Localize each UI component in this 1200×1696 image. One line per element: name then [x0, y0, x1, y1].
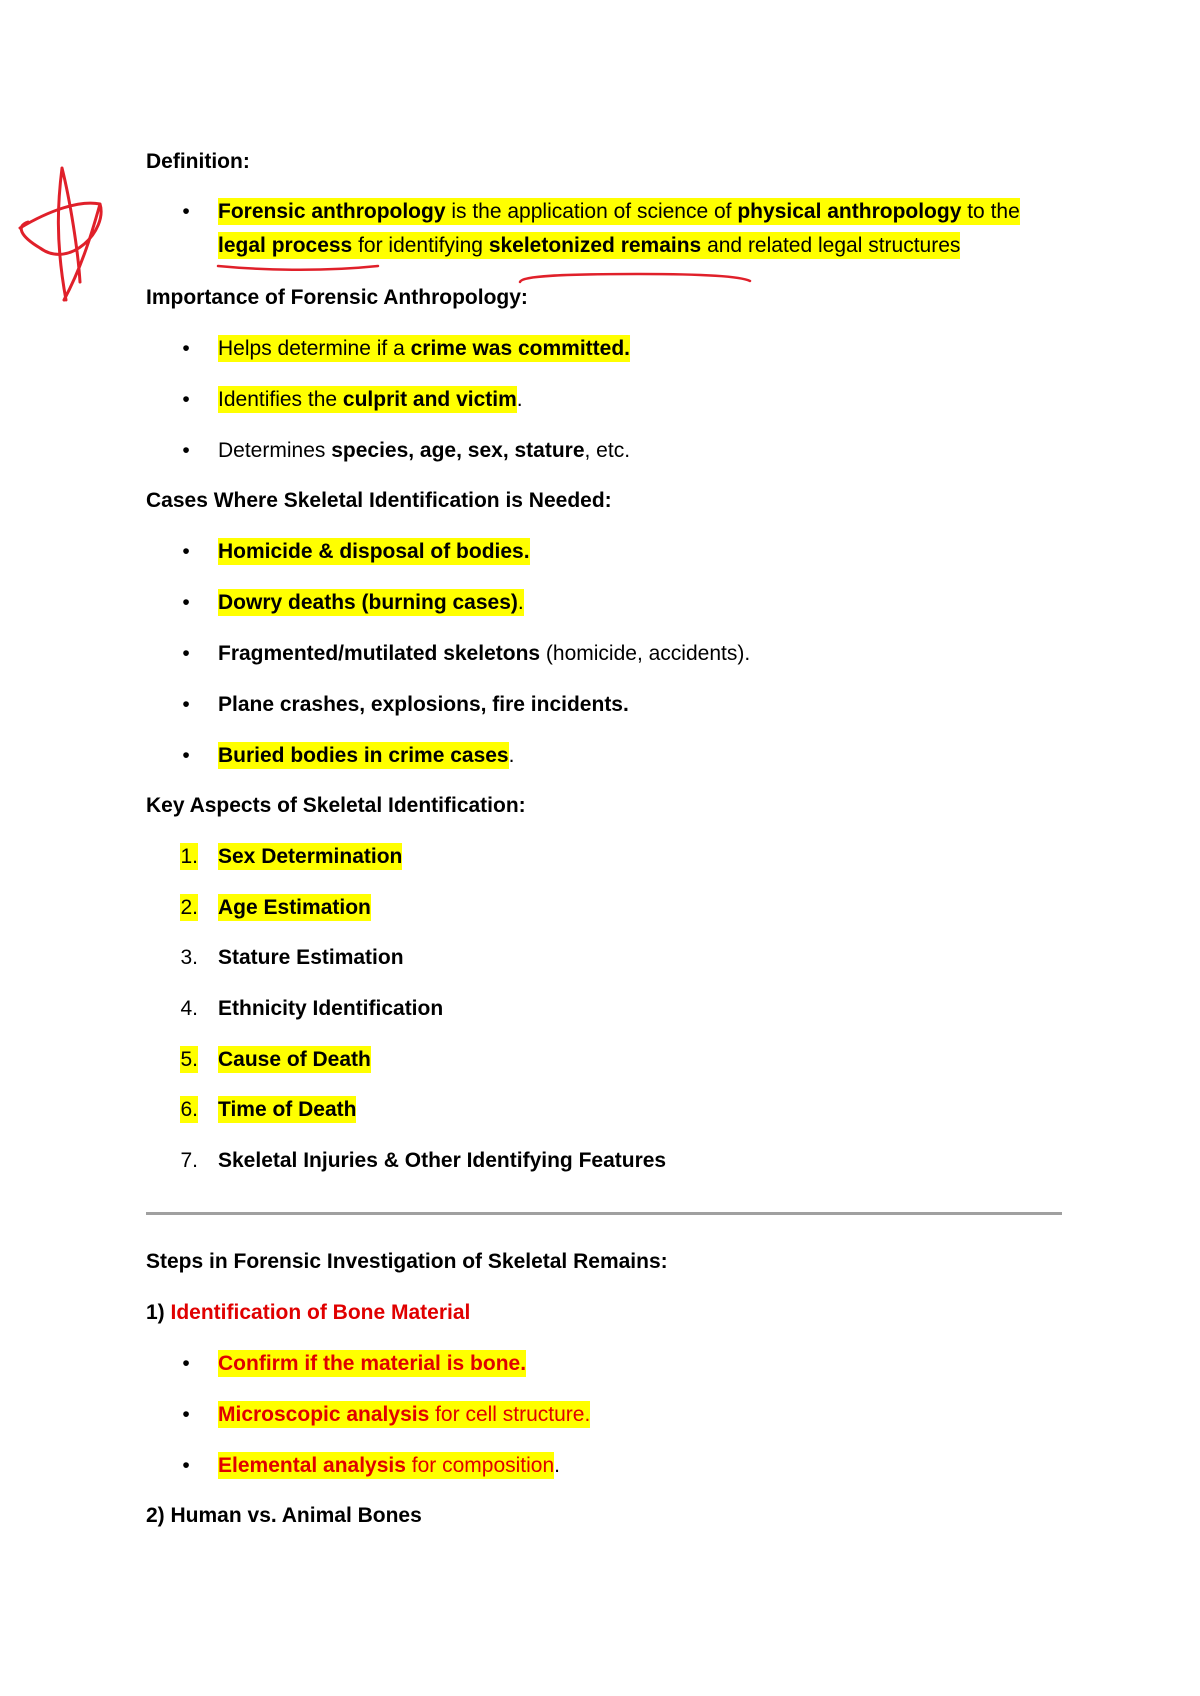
bullet-icon: •: [182, 388, 190, 411]
aspects-heading: Key Aspects of Skeletal Identification:: [146, 794, 526, 817]
star-doodle: [20, 168, 101, 300]
bullet-icon: •: [182, 642, 190, 665]
bullet-icon: •: [182, 1352, 190, 1375]
horizontal-divider: [146, 1212, 1062, 1215]
step2-heading: 2) Human vs. Animal Bones: [146, 1504, 422, 1527]
bullet-icon: •: [182, 200, 190, 223]
bullet-icon: •: [182, 693, 190, 716]
bullet-icon: •: [182, 337, 190, 360]
cases-heading: Cases Where Skeletal Identification is Needed:: [146, 489, 612, 512]
document-page: Definition: • Forensic anthropology is the application of science of physical anthropology to the legal process for identifying skeletonized remains and related legal structures Importance of Forensic Anthropology: • Helps determine if a crime was committed. • Identifies the culprit and victim. • Determines species, age, sex, stature, etc. Cases Where Skeletal Identification is Needed: • Homicide & disposal of bodies. • Dowry deaths (burning cases). • Fragmented/mutilated skeletons (homicide, accidents). • Plane crashes, explosions, fire incidents. • Buried bodies in crime cases. Key Aspects of Skeletal Identification: 1. Sex Determination 2. Age Estimation 3. Stature Estimation 4. Ethnicity Identification 5. Cause of Death 6. Time of Death 7. Skeletal Injuries & Other Identifying Features Steps in Forensic Investigation of Skeletal Remains: 1) Identification of Bone Material • Confirm if the material is bone. • Microscopic analysis for cell structure. • Elemental analysis for composition. 2) Human vs. Animal Bones: [0, 0, 1200, 1696]
underline-skeletonized: [520, 274, 750, 282]
definition-line-1: Forensic anthropology is the application of science of physical anthropology to the: [218, 200, 1020, 223]
bullet-icon: •: [182, 591, 190, 614]
step1-heading: 1) Identification of Bone Material: [146, 1301, 471, 1324]
bullet-icon: •: [182, 1454, 190, 1477]
bullet-icon: •: [182, 439, 190, 462]
definition-line-2: legal process for identifying skeletonized remains and related legal structures: [218, 234, 961, 257]
importance-heading: Importance of Forensic Anthropology:: [146, 286, 528, 309]
bullet-icon: •: [182, 744, 190, 767]
bullet-icon: •: [182, 1403, 190, 1426]
definition-heading: Definition:: [146, 150, 250, 173]
underline-legal-process: [218, 266, 378, 270]
bullet-icon: •: [182, 540, 190, 563]
steps-heading: Steps in Forensic Investigation of Skeletal Remains:: [146, 1250, 668, 1273]
